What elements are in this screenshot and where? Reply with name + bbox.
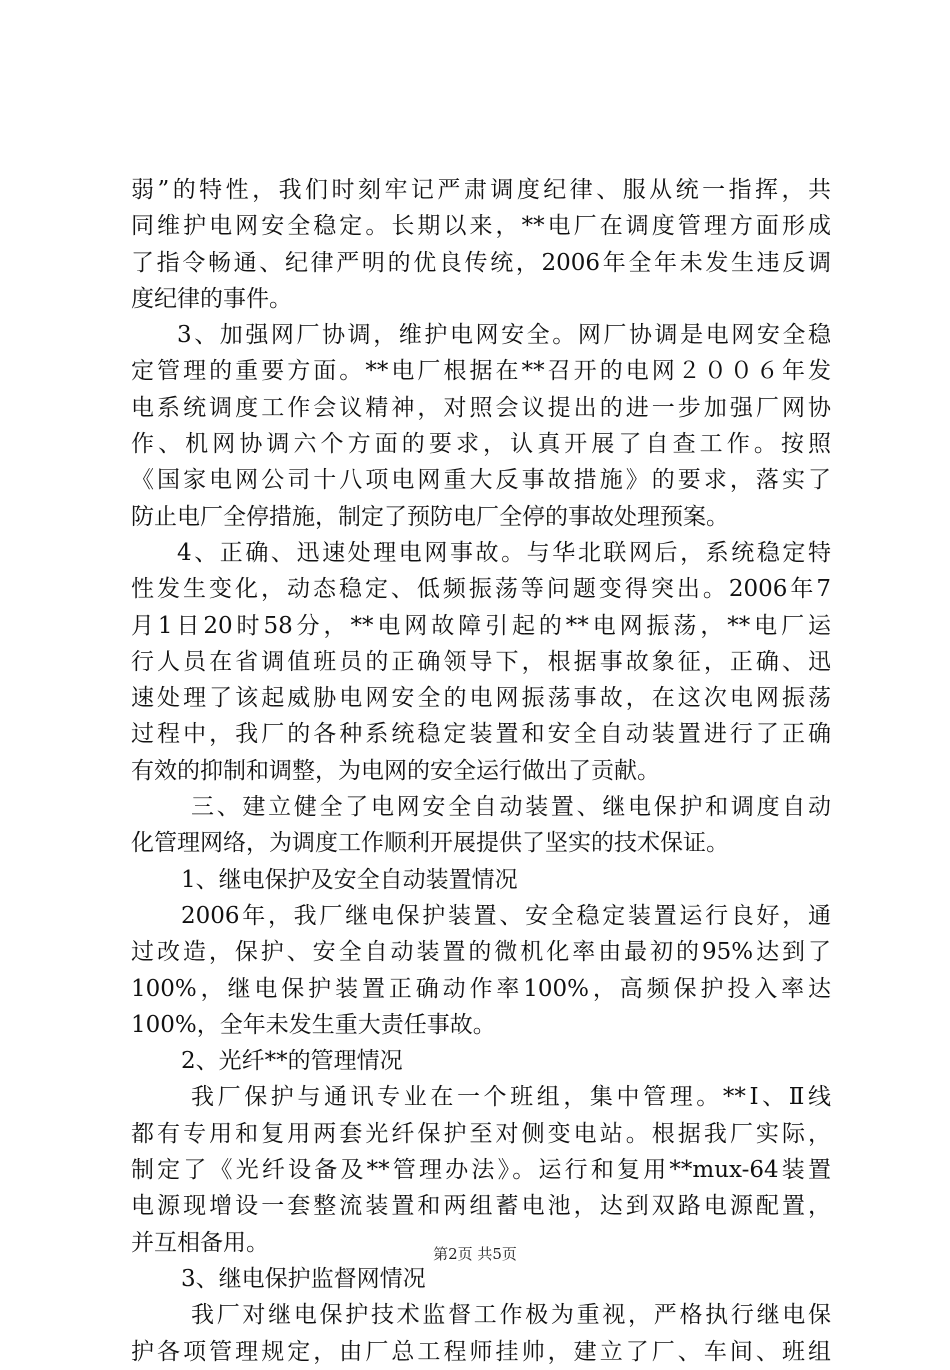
text-line: 月1日20时58分，**电网故障引起的**电网振荡，**电厂运 [131, 612, 831, 639]
subsection-heading: 1、继电保护及安全自动装置情况 [181, 866, 518, 893]
text-line: 防止电厂全停措施，制定了预防电厂全停的事故处理预案。 [131, 503, 729, 530]
text-line: 有效的抑制和调整，为电网的安全运行做出了贡献。 [131, 757, 660, 784]
paragraph-heading-line: 3、加强网厂协调，维护电网安全。网厂协调是电网安全稳 [177, 322, 831, 349]
text-line: 化管理网络，为调度工作顺利开展提供了坚实的技术保证。 [131, 830, 729, 857]
text-line: 100%，全年未发生重大责任事故。 [131, 1011, 496, 1038]
text-line: 作、机网协调六个方面的要求，认真开展了自查工作。按照 [131, 431, 831, 458]
text-line: 我厂对继电保护技术监督工作极为重视，严格执行继电保 [191, 1302, 831, 1329]
text-line: 《国家电网公司十八项电网重大反事故措施》的要求，落实了 [131, 467, 831, 494]
text-line: 过程中，我厂的各种系统稳定装置和安全自动装置进行了正确 [131, 721, 831, 748]
subsection-heading: 2、光纤**的管理情况 [181, 1048, 403, 1075]
text-line: 行人员在省调值班员的正确领导下，根据事故象征，正确、迅 [131, 648, 831, 675]
text-line: 过改造，保护、安全自动装置的微机化率由最初的95%达到了 [131, 939, 831, 966]
text-line: 性发生变化，动态稳定、低频振荡等问题变得突出。2006年7 [131, 576, 831, 603]
page-number-footer: 第2页 共5页 [433, 1245, 517, 1263]
text-line: 护各项管理规定，由厂总工程师挂帅，建立了厂、车间、班组 [131, 1338, 831, 1365]
text-line: 并互相备用。 [131, 1229, 269, 1256]
text-line: 我厂保护与通讯专业在一个班组，集中管理。**Ⅰ、Ⅱ线 [191, 1084, 831, 1111]
text-line: 速处理了该起威胁电网安全的电网振荡事故，在这次电网振荡 [131, 685, 831, 712]
text-line: 同维护电网安全稳定。长期以来，**电厂在调度管理方面形成 [131, 213, 831, 240]
paragraph-heading-line: 4、正确、迅速处理电网事故。与华北联网后，系统稳定特 [177, 539, 831, 566]
document-body [131, 172, 831, 1370]
text-line: 弱”的特性，我们时刻牢记严肃调度纪律、服从统一指挥，共 [131, 177, 831, 203]
section-heading-line: 三、建立健全了电网安全自动装置、继电保护和调度自动 [191, 794, 831, 821]
text-line: 电源现增设一套整流装置和两组蓄电池，达到双路电源配置， [131, 1193, 831, 1220]
text-line: 电系统调度工作会议精神，对照会议提出的进一步加强厂网协 [131, 394, 831, 421]
text-line: 2006年，我厂继电保护装置、安全稳定装置运行良好，通 [181, 902, 831, 929]
text-line: 100%，继电保护装置正确动作率100%，高频保护投入率达 [131, 975, 831, 1002]
text-line: 都有专用和复用两套光纤保护至对侧变电站。根据我厂实际， [131, 1120, 831, 1147]
text-line: 制定了《光纤设备及**管理办法》。运行和复用**mux-64装置 [131, 1157, 831, 1184]
subsection-heading: 3、继电保护监督网情况 [181, 1265, 426, 1292]
text-line: 定管理的重要方面。**电厂根据在**召开的电网２００６年发 [131, 358, 831, 385]
text-line: 了指令畅通、纪律严明的优良传统，2006年全年未发生违反调 [131, 249, 831, 276]
text-line: 度纪律的事件。 [131, 285, 292, 312]
